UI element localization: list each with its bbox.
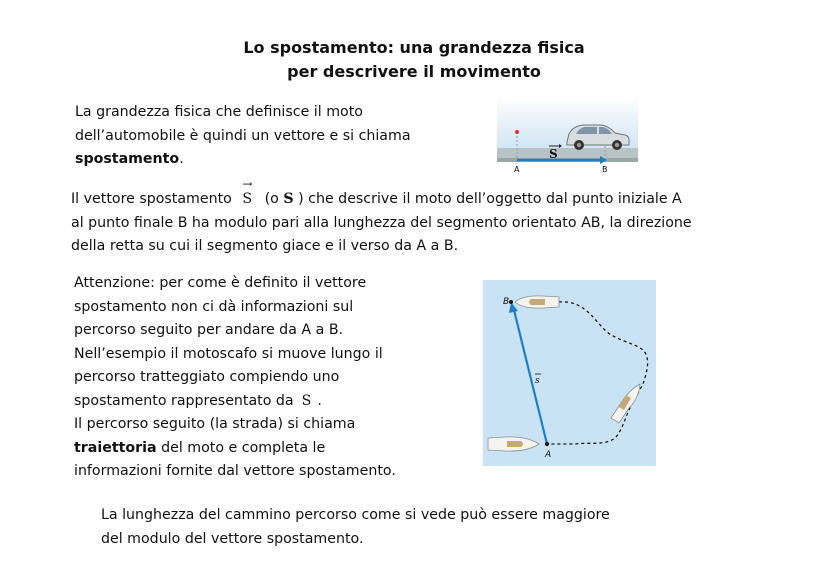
attention-line-2: spostamento non ci dà informazioni sul <box>74 298 354 315</box>
attention-line-6: spostamento rappresentato da S . <box>74 392 322 409</box>
point-a-label: A <box>514 165 520 174</box>
attention-s-symbol: S <box>301 392 312 409</box>
conclusion-line-1: La lunghezza del cammino percorso come si vede può essere maggiore <box>101 507 610 523</box>
definition-line-2: al punto finale B ha modulo pari alla lunghezza del segmento orientato AB, la direzione <box>71 214 692 231</box>
conclusion-paragraph <box>101 504 610 551</box>
intro-line-2: dell’automobile è quindi un vettore e si chiama <box>75 127 411 144</box>
point-b-dot <box>509 300 513 304</box>
term-traiettoria: traiettoria <box>74 439 157 456</box>
conclusion-line-2: del modulo del vettore spostamento. <box>101 530 364 547</box>
title-line-2: per descrivere il movimento <box>287 62 541 81</box>
point-b-label: B <box>503 297 510 307</box>
point-a-label: A <box>545 450 552 460</box>
page-title <box>0 36 828 84</box>
attention-line-4: Nell’esempio il motoscafo si muove lungo il <box>74 345 383 362</box>
intro-line-1: La grandezza fisica che definisce il moto <box>75 104 363 120</box>
attention-line-9: informazioni fornite dal vettore spostamento. <box>74 463 396 479</box>
intro-line-3-end: . <box>179 151 184 167</box>
attention-line-7: Il percorso seguito (la strada) si chiama <box>74 416 356 432</box>
attention-line-3: percorso seguito per andare da A a B. <box>74 322 344 338</box>
definition-part-2: (o <box>264 191 279 207</box>
intro-paragraph <box>75 101 411 172</box>
vector-s-symbol: → S <box>242 188 252 212</box>
attention-line-5: percorso tratteggiato compiendo uno <box>74 369 340 385</box>
attention-paragraph <box>74 272 396 484</box>
intro-line-3 <box>75 148 411 172</box>
car-diagram <box>497 96 638 174</box>
vector-label: S <box>549 147 558 161</box>
intro-term-spostamento: spostamento <box>75 151 180 167</box>
definition-paragraph <box>71 177 692 259</box>
definition-line-3: della retta su cui il segmento giace e il verso da A a B. <box>71 238 459 254</box>
start-marker-dot <box>515 130 519 134</box>
title-line-1: Lo spostamento: una grandezza fisica <box>243 38 585 57</box>
car-figure <box>497 96 638 174</box>
boat-figure <box>483 280 656 466</box>
definition-part-3: ) che descrive il moto dell’oggetto dal punto iniziale A <box>298 191 682 207</box>
definition-line-1 <box>71 177 692 212</box>
point-b-label: B <box>602 165 608 174</box>
attention-line-8: traiettoria del moto e completa le <box>74 439 326 456</box>
vector-s-label: s <box>535 376 540 386</box>
vector-arrow: → <box>242 177 253 191</box>
bold-s-symbol: S <box>283 191 294 207</box>
attention-line-1: Attenzione: per come è definito il vettore <box>74 275 367 291</box>
point-a-dot <box>545 442 549 446</box>
boat-path-diagram <box>483 280 656 466</box>
definition-part-1: Il vettore spostamento <box>71 191 232 207</box>
